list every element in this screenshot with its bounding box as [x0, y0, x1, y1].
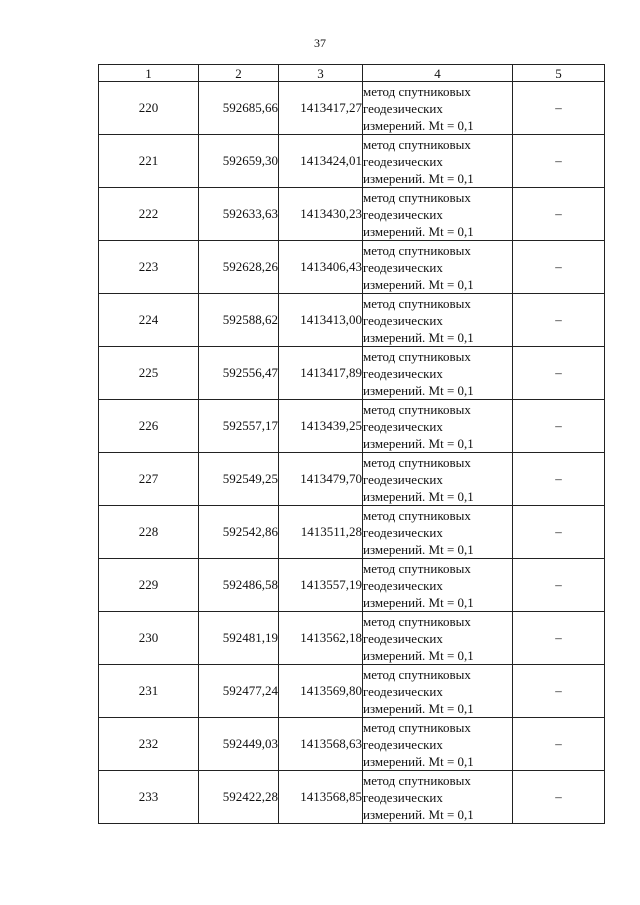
column-5-cell: – [513, 135, 605, 188]
table-header-row [99, 65, 605, 82]
x-coordinate-cell: 592486,58 [199, 559, 279, 612]
y-coordinate-cell: 1413417,89 [279, 347, 363, 400]
x-coordinate-cell: 592549,25 [199, 453, 279, 506]
method-line: измерений. Mt = 0,1 [363, 223, 474, 239]
method-line: геодезических [363, 736, 443, 752]
x-coordinate-cell: 592481,19 [199, 612, 279, 665]
method-line: геодезических [363, 577, 443, 593]
y-coordinate-cell: 1413562,18 [279, 612, 363, 665]
x-coordinate-cell: 592557,17 [199, 400, 279, 453]
method-cell [363, 294, 513, 347]
method-line: геодезических [363, 524, 443, 540]
method-line: геодезических [363, 471, 443, 487]
method-cell [363, 400, 513, 453]
method-line: метод спутниковых [363, 719, 471, 735]
column-5-cell: – [513, 559, 605, 612]
point-number-cell: 232 [99, 718, 199, 771]
method-cell [363, 559, 513, 612]
point-number-cell: 220 [99, 82, 199, 135]
x-coordinate-cell: 592422,28 [199, 771, 279, 824]
method-cell [363, 347, 513, 400]
point-number-cell: 227 [99, 453, 199, 506]
point-number-cell: 225 [99, 347, 199, 400]
point-number-cell: 223 [99, 241, 199, 294]
table-row [99, 453, 605, 506]
table-row [99, 612, 605, 665]
point-number-cell: 229 [99, 559, 199, 612]
y-coordinate-cell: 1413424,01 [279, 135, 363, 188]
method-line: измерений. Mt = 0,1 [363, 170, 474, 186]
column-header-3: 3 [279, 65, 363, 82]
method-cell [363, 771, 513, 824]
column-5-cell: – [513, 718, 605, 771]
table-body [99, 82, 605, 824]
column-5-cell: – [513, 453, 605, 506]
method-cell [363, 718, 513, 771]
method-line: измерений. Mt = 0,1 [363, 753, 474, 769]
method-line: метод спутниковых [363, 454, 471, 470]
column-header-4: 4 [363, 65, 513, 82]
method-line: геодезических [363, 630, 443, 646]
x-coordinate-cell: 592542,86 [199, 506, 279, 559]
method-line: измерений. Mt = 0,1 [363, 488, 474, 504]
y-coordinate-cell: 1413417,27 [279, 82, 363, 135]
x-coordinate-cell: 592449,03 [199, 718, 279, 771]
point-number-cell: 226 [99, 400, 199, 453]
column-5-cell: – [513, 612, 605, 665]
table-row [99, 559, 605, 612]
y-coordinate-cell: 1413406,43 [279, 241, 363, 294]
table-row [99, 771, 605, 824]
method-line: геодезических [363, 683, 443, 699]
method-cell [363, 135, 513, 188]
y-coordinate-cell: 1413557,19 [279, 559, 363, 612]
method-line: измерений. Mt = 0,1 [363, 541, 474, 557]
method-line: метод спутниковых [363, 507, 471, 523]
column-header-5: 5 [513, 65, 605, 82]
method-line: геодезических [363, 789, 443, 805]
table-row [99, 718, 605, 771]
method-line: геодезических [363, 206, 443, 222]
table-row [99, 135, 605, 188]
method-line: геодезических [363, 100, 443, 116]
method-line: геодезических [363, 365, 443, 381]
method-line: метод спутниковых [363, 295, 471, 311]
method-cell [363, 453, 513, 506]
table-row [99, 188, 605, 241]
method-line: метод спутниковых [363, 242, 471, 258]
y-coordinate-cell: 1413568,63 [279, 718, 363, 771]
method-line: метод спутниковых [363, 613, 471, 629]
method-line: измерений. Mt = 0,1 [363, 806, 474, 822]
point-number-cell: 228 [99, 506, 199, 559]
table-row [99, 400, 605, 453]
x-coordinate-cell: 592556,47 [199, 347, 279, 400]
method-line: геодезических [363, 312, 443, 328]
column-header-1: 1 [99, 65, 199, 82]
y-coordinate-cell: 1413511,28 [279, 506, 363, 559]
method-line: метод спутниковых [363, 772, 471, 788]
column-5-cell: – [513, 294, 605, 347]
method-line: измерений. Mt = 0,1 [363, 276, 474, 292]
method-line: метод спутниковых [363, 560, 471, 576]
method-line: измерений. Mt = 0,1 [363, 700, 474, 716]
method-line: метод спутниковых [363, 401, 471, 417]
y-coordinate-cell: 1413569,80 [279, 665, 363, 718]
x-coordinate-cell: 592477,24 [199, 665, 279, 718]
method-cell [363, 506, 513, 559]
method-line: геодезических [363, 259, 443, 275]
point-number-cell: 224 [99, 294, 199, 347]
method-line: метод спутниковых [363, 189, 471, 205]
x-coordinate-cell: 592633,63 [199, 188, 279, 241]
column-5-cell: – [513, 771, 605, 824]
method-cell [363, 82, 513, 135]
method-line: измерений. Mt = 0,1 [363, 117, 474, 133]
table-row [99, 506, 605, 559]
point-number-cell: 233 [99, 771, 199, 824]
method-line: измерений. Mt = 0,1 [363, 329, 474, 345]
method-line: измерений. Mt = 0,1 [363, 647, 474, 663]
table-row [99, 347, 605, 400]
y-coordinate-cell: 1413413,00 [279, 294, 363, 347]
point-number-cell: 230 [99, 612, 199, 665]
table-row [99, 294, 605, 347]
method-line: метод спутниковых [363, 348, 471, 364]
y-coordinate-cell: 1413568,85 [279, 771, 363, 824]
method-line: метод спутниковых [363, 83, 471, 99]
page-number: 37 [314, 36, 326, 50]
column-5-cell: – [513, 347, 605, 400]
column-5-cell: – [513, 82, 605, 135]
method-line: геодезических [363, 418, 443, 434]
table-row [99, 665, 605, 718]
x-coordinate-cell: 592659,30 [199, 135, 279, 188]
x-coordinate-cell: 592588,62 [199, 294, 279, 347]
point-number-cell: 222 [99, 188, 199, 241]
method-cell [363, 612, 513, 665]
method-line: геодезических [363, 153, 443, 169]
column-5-cell: – [513, 506, 605, 559]
table-row [99, 82, 605, 135]
method-line: измерений. Mt = 0,1 [363, 382, 474, 398]
method-cell [363, 188, 513, 241]
x-coordinate-cell: 592628,26 [199, 241, 279, 294]
method-line: метод спутниковых [363, 136, 471, 152]
point-number-cell: 221 [99, 135, 199, 188]
method-line: измерений. Mt = 0,1 [363, 594, 474, 610]
coordinates-table [98, 64, 605, 824]
x-coordinate-cell: 592685,66 [199, 82, 279, 135]
table-row [99, 241, 605, 294]
method-cell [363, 241, 513, 294]
y-coordinate-cell: 1413479,70 [279, 453, 363, 506]
y-coordinate-cell: 1413430,23 [279, 188, 363, 241]
column-5-cell: – [513, 665, 605, 718]
method-line: измерений. Mt = 0,1 [363, 435, 474, 451]
column-5-cell: – [513, 188, 605, 241]
point-number-cell: 231 [99, 665, 199, 718]
method-cell [363, 665, 513, 718]
y-coordinate-cell: 1413439,25 [279, 400, 363, 453]
column-header-2: 2 [199, 65, 279, 82]
column-5-cell: – [513, 241, 605, 294]
method-line: метод спутниковых [363, 666, 471, 682]
column-5-cell: – [513, 400, 605, 453]
